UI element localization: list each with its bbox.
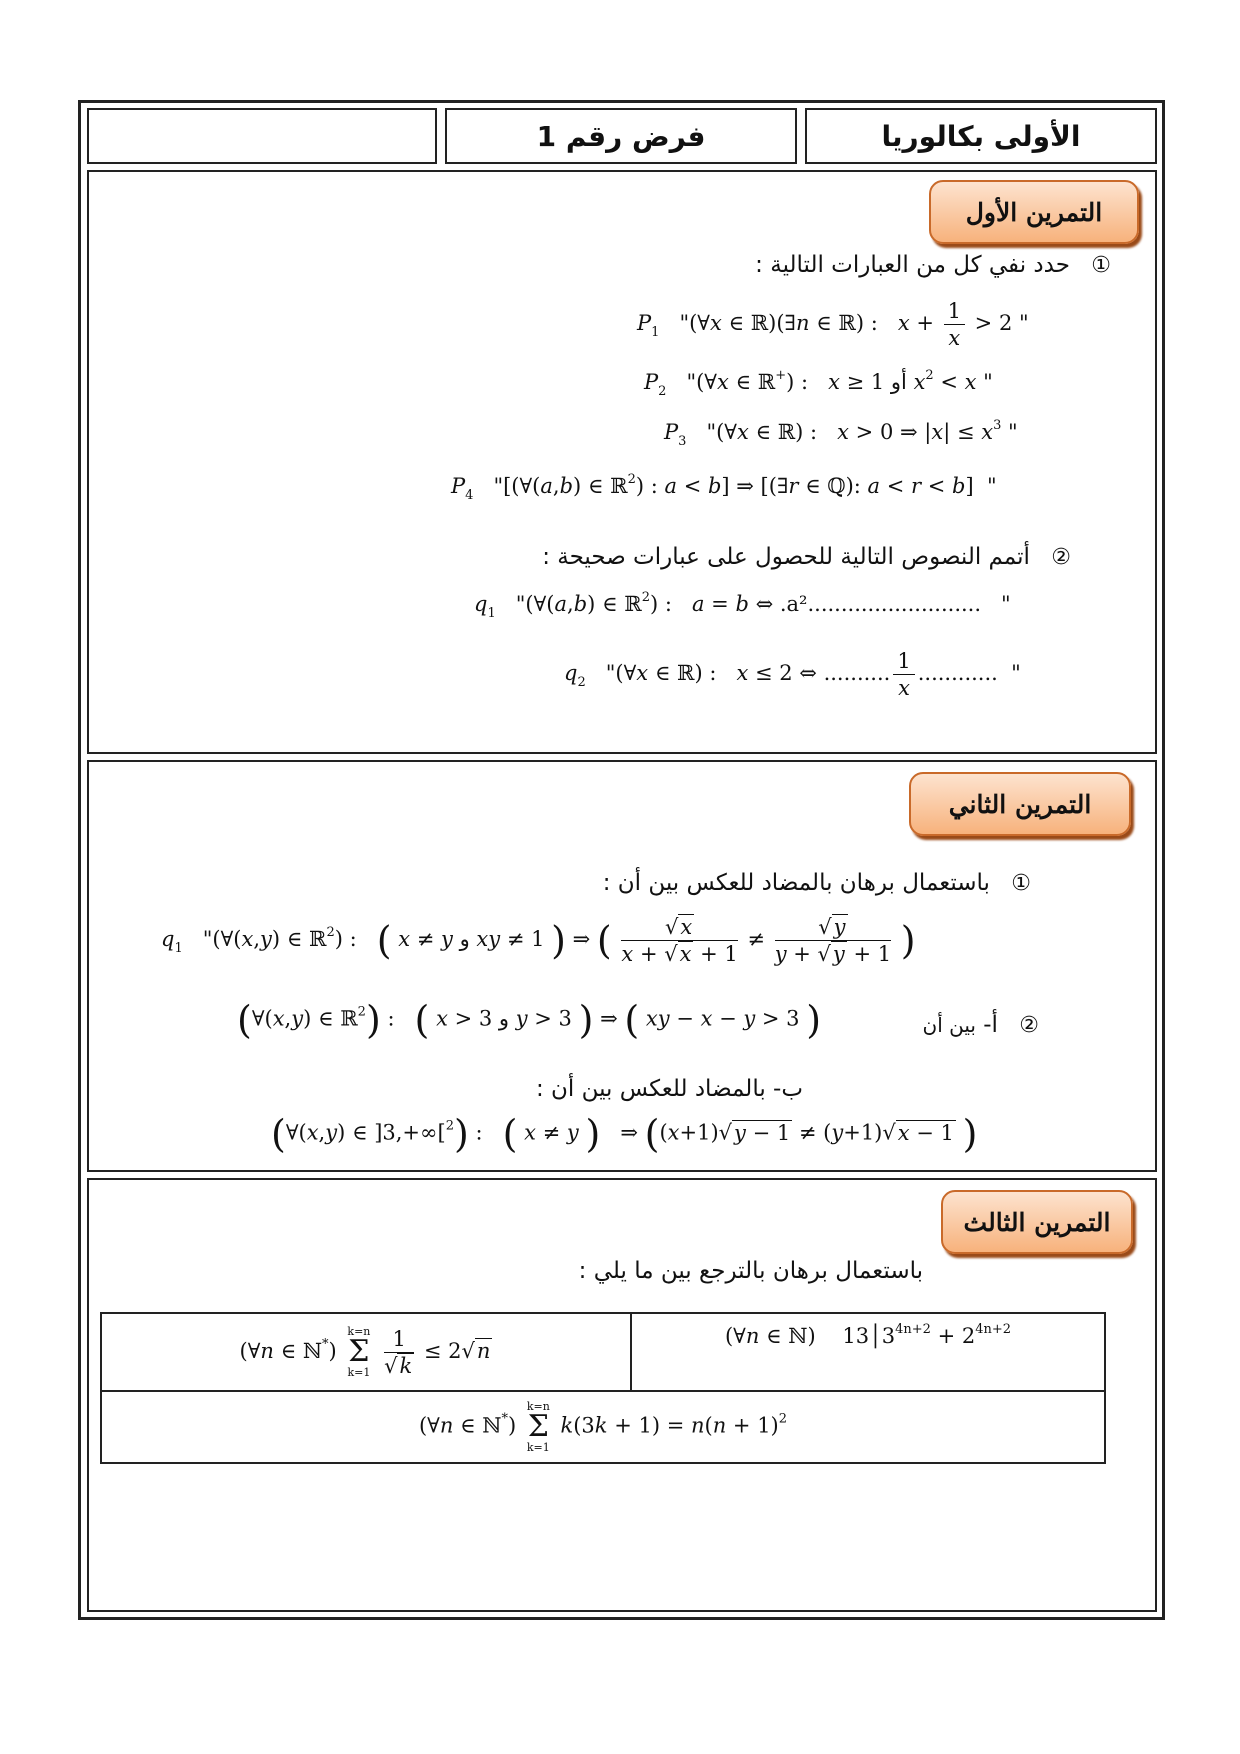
proposition-p2: $P_2$ "(∀x ∈ ℝ+) : x ≥ 1 أو $x^2 < x$ " xyxy=(644,368,993,399)
blank-dots-1: a².......................... xyxy=(786,592,982,616)
item-b-text: بالمضاد للعكس بين أن : xyxy=(535,1076,766,1102)
circled-1-icon: ① xyxy=(1091,253,1111,278)
exercise-1-badge xyxy=(929,180,1139,244)
ex2-statement-q1: $q_1$ "(∀(x,y) ∈ ℝ$^2$) : ( x ≠ y و xy ≠ 1 ) ⇒ ( $\frac{√x}{x + √x + 1}$ ≠ $\frac{√y}{y + √y + 1}$ ) xyxy=(161,915,916,966)
sum-sqrt-formula: (∀n ∈ ℕ*) k=n Σ k=1 $\frac{1}{√k}$ ≤ 2√n xyxy=(239,1325,491,1379)
circled-2-icon: ② xyxy=(1019,1013,1039,1038)
ex1-question-1 xyxy=(755,252,1111,278)
divisibility-formula: (∀n ∈ ℕ) $13│3^{4n+2} + 2^{4n+2}$ xyxy=(724,1322,1012,1348)
header-level-cell xyxy=(805,108,1157,164)
ex2-question-2a xyxy=(923,1012,1040,1038)
header-blank-cell xyxy=(87,108,437,164)
exercise-2-section xyxy=(87,760,1157,1172)
item-a-text: بين أن xyxy=(922,1013,976,1037)
sum-poly-formula: (∀n ∈ ℕ*) k=n Σ k=1 $k(3k + 1) = n(n + 1)^2$ xyxy=(418,1400,788,1454)
exercise-2-title: التمرين الثاني xyxy=(948,789,1092,819)
proposition-p4: $P_4$ "[(∀(a,b) ∈ ℝ$^2$) : a < b] ⇒ [(∃r ∈ ℚ): a < r < b] " xyxy=(451,472,997,503)
induction-cell-divisibility xyxy=(630,1312,1106,1392)
or-word: أو xyxy=(890,370,907,394)
ex1-question-2 xyxy=(542,544,1071,570)
completion-q2: $q_2$ "(∀x ∈ ℝ) : x ≤ 2 ⇔ .......... $\frac{1}{x}$ ............ " xyxy=(564,649,1021,700)
ex2-statement-2b: (∀(x,y) ∈ ]3,+∞[$^2$) : ( x ≠ y ) ⇒ ((x+1)√y − 1 ≠ (y+1)√x − 1 ) xyxy=(271,1112,978,1156)
induction-cell-sum-poly xyxy=(100,1390,1106,1464)
level-label: الأولى بكالوريا xyxy=(881,119,1081,153)
exercise-1-title: التمرين الأول xyxy=(965,197,1103,227)
ex1-q2-text: أتمم النصوص التالية للحصول على عبارات صحيحة : xyxy=(542,544,1030,570)
ex2-statement-2a: (∀(x,y) ∈ ℝ$^2$) : ( x > 3 و y > 3 ) ⇒ ( xy − x − y > 3 ) xyxy=(237,998,822,1042)
header-title-cell xyxy=(445,108,797,164)
completion-q1: $q_1$ "(∀(a,b) ∈ ℝ$^2$) : a = b ⇔ .a².......................... " xyxy=(474,590,1011,621)
exercise-3-title: التمرين الثالث xyxy=(963,1207,1111,1237)
ex2-question-2b xyxy=(536,1076,803,1102)
exercise-1-section xyxy=(87,170,1157,754)
proposition-p1: $P_1$ "(∀x ∈ ℝ)(∃n ∈ ℝ) : x + $\frac{1}{x}$ > 2 " xyxy=(637,299,1029,350)
exercise-3-badge xyxy=(941,1190,1133,1254)
exercise-2-badge xyxy=(909,772,1131,836)
induction-cell-sum-sqrt xyxy=(100,1312,632,1392)
circled-1-icon: ① xyxy=(1011,871,1031,896)
proposition-p3: $P_3$ "(∀x ∈ ℝ) : x > 0 ⇒ $|x| \le x^3$ " xyxy=(664,418,1018,449)
ex3-text: باستعمال برهان بالترجع بين ما يلي : xyxy=(578,1258,923,1284)
ex2-q1-text: باستعمال برهان بالمضاد للعكس بين أن : xyxy=(602,870,990,896)
item-a-letter: أ- xyxy=(983,1012,998,1038)
ex3-instruction xyxy=(579,1258,923,1284)
ex2-question-1 xyxy=(603,870,1031,896)
ex1-q1-text: حدد نفي كل من العبارات التالية : xyxy=(755,252,1070,278)
test-title: فرض رقم 1 xyxy=(536,119,706,153)
blank-dots-2a: .......... xyxy=(823,661,891,685)
item-b-letter: ب- xyxy=(773,1076,803,1102)
circled-2-icon: ② xyxy=(1051,545,1071,570)
exercise-3-section xyxy=(87,1178,1157,1612)
blank-dots-2b: ............ xyxy=(917,661,998,685)
